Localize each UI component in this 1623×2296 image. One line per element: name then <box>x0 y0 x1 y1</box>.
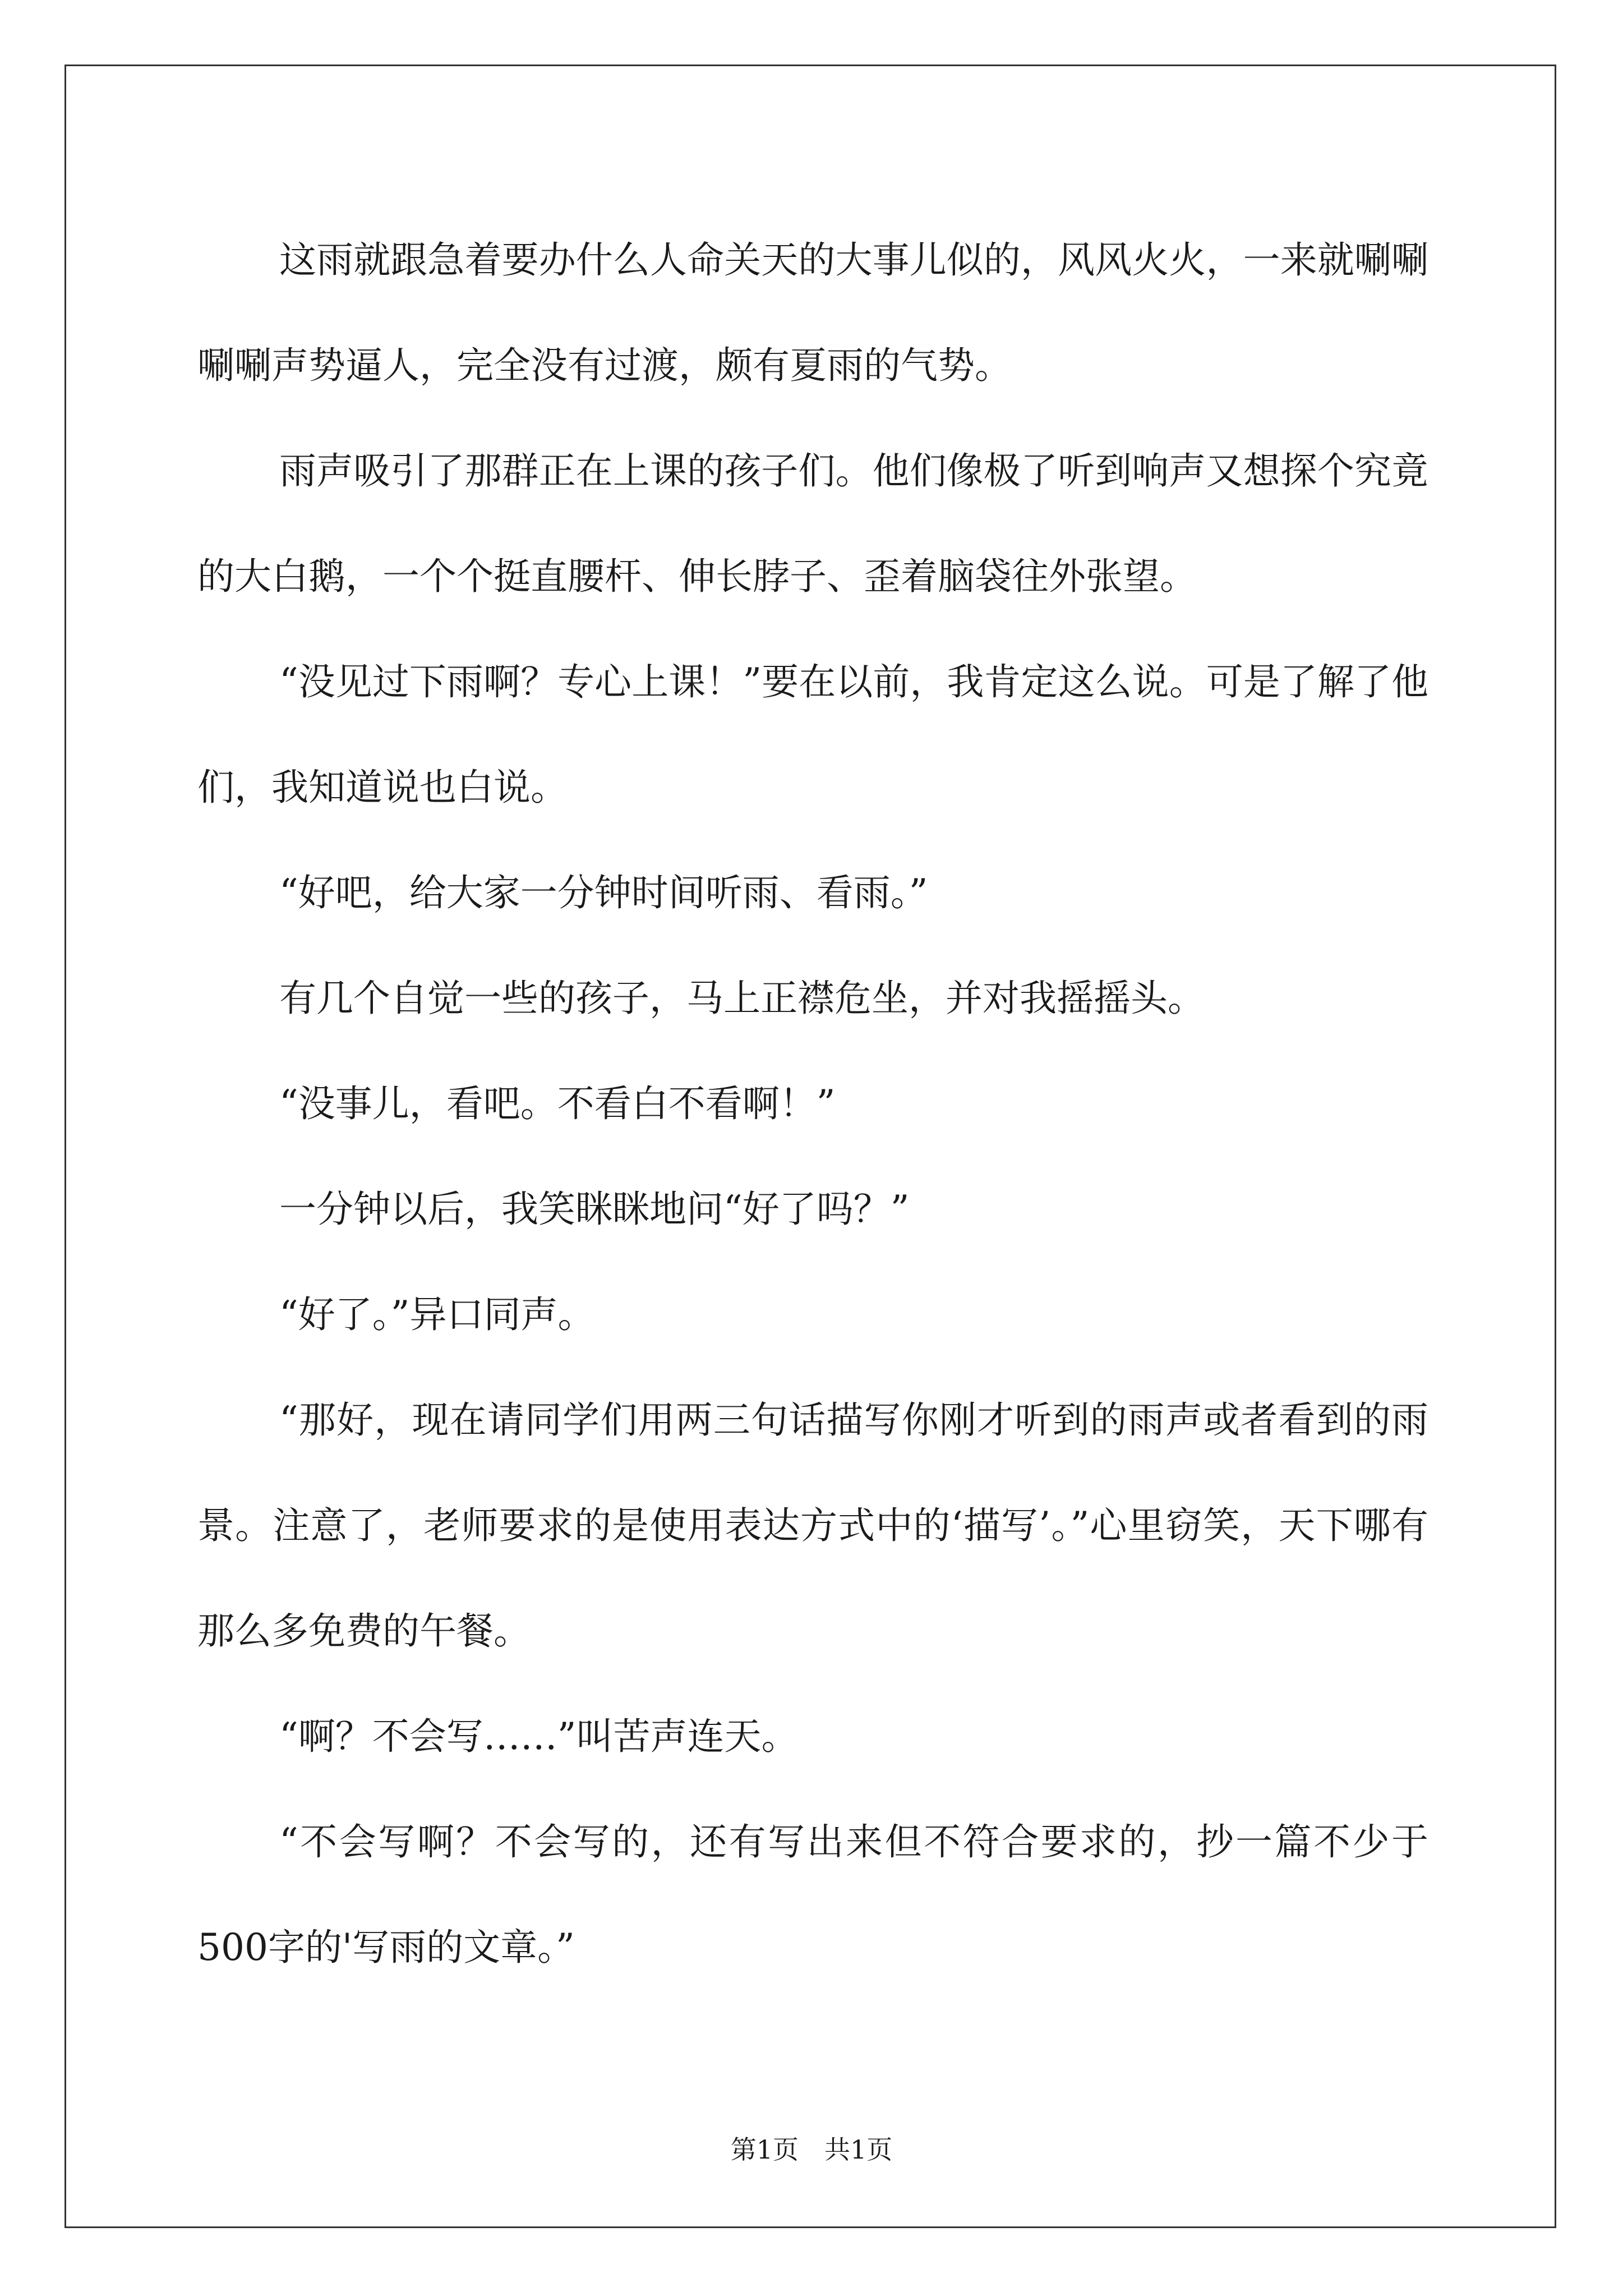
paragraph: “好吧，给大家一分钟时间听雨、看雨。” <box>279 871 928 914</box>
paragraph: “啊？不会写……”叫苦声连天。 <box>279 1715 799 1758</box>
paragraph: “没见过下雨啊？专心上课！”要在以前，我肯定这么说。可是了解了他们，我知道说也白说。 <box>197 660 1428 809</box>
paragraph: 这雨就跟急着要办什么人命关天的大事儿似的，风风火火，一来就唰唰唰唰声势逼人，完全没有过渡，颇有夏雨的气势。 <box>197 238 1428 387</box>
paragraph: “不会写啊？不会写的，还有写出来但不符合要求的，抄一篇不少于500字的'写雨的文章。” <box>197 1820 1428 1969</box>
paragraph: “好了。”异口同声。 <box>279 1293 595 1336</box>
page-number-footer: 第1页 共1页 <box>730 2134 893 2165</box>
paragraph: 雨声吸引了那群正在上课的孩子们。他们像极了听到响声又想探个究竟的大白鹅，一个个挺直腰杆、伸长脖子、歪着脑袋往外张望。 <box>197 449 1428 598</box>
document-body <box>197 208 1428 2000</box>
paragraph: 一分钟以后，我笑眯眯地问“好了吗？” <box>279 1188 910 1231</box>
paragraph: 有几个自觉一些的孩子，马上正襟危坐，并对我摇摇头。 <box>279 977 1205 1020</box>
paragraph: “那好，现在请同学们用两三句话描写你刚才听到的雨声或者看到的雨景。注意了，老师要求的是使用表达方式中的‘描写’。”心里窃笑，天下哪有那么多免费的午餐。 <box>197 1398 1428 1653</box>
paragraph: “没事儿，看吧。不看白不看啊！” <box>279 1082 836 1125</box>
